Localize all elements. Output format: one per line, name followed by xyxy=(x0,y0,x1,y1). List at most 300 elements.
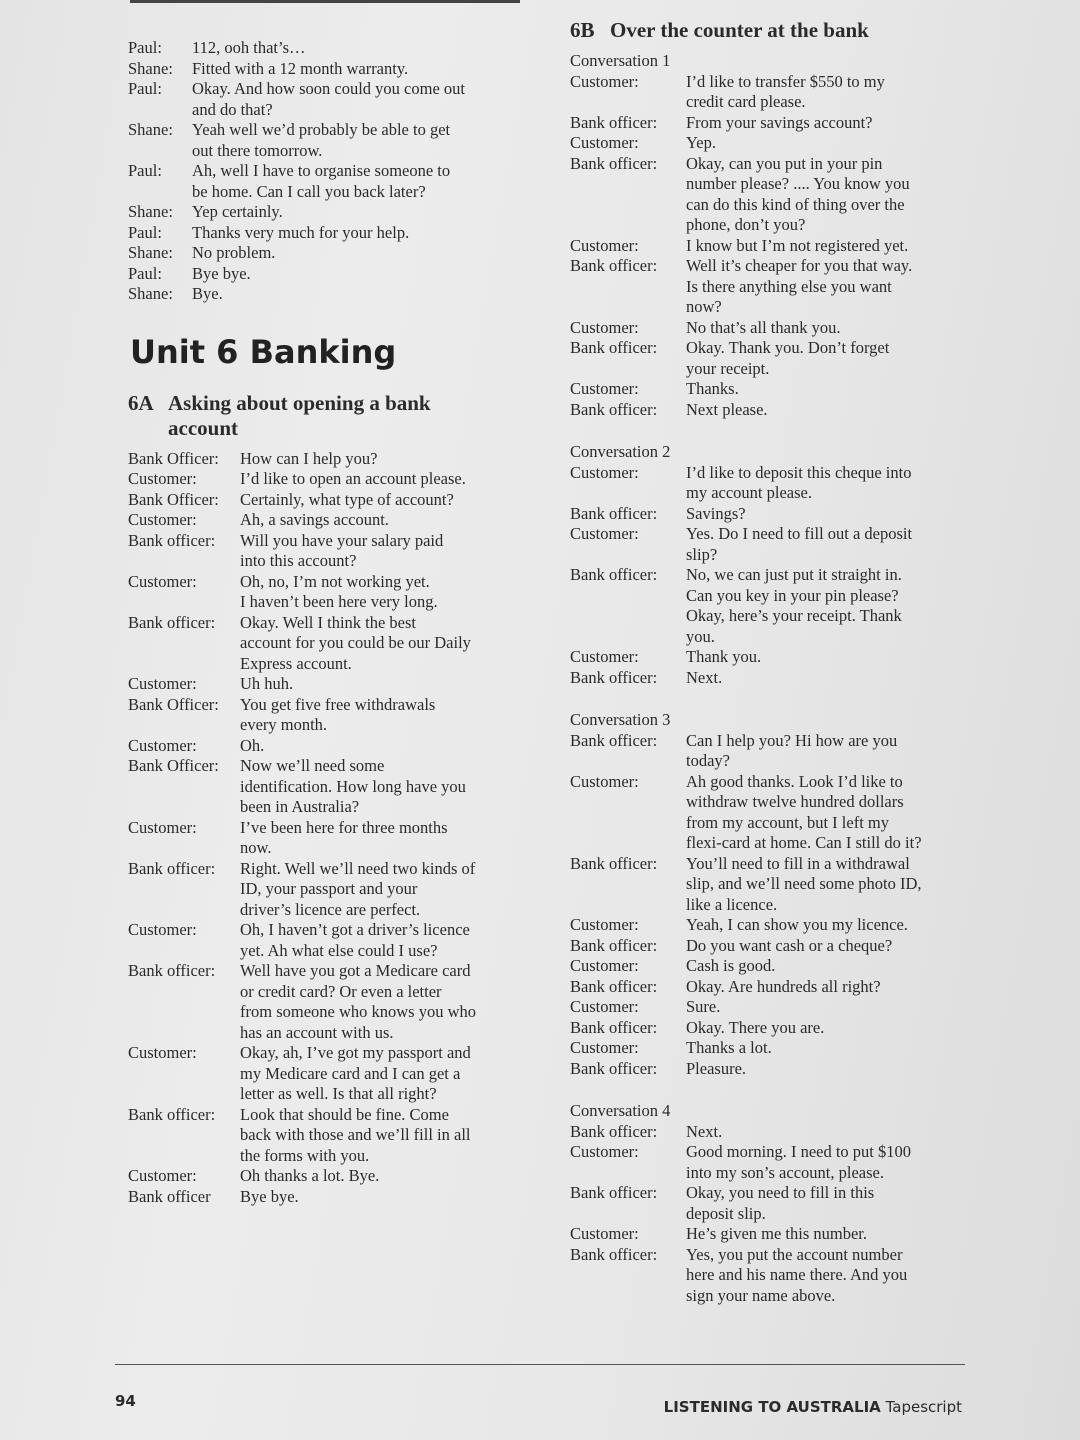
dialogue-line xyxy=(128,469,528,490)
dialogue-line xyxy=(128,818,528,839)
dialogue-text: Ah, well I have to organise someone to xyxy=(192,161,451,180)
speaker-label: Shane: xyxy=(128,284,173,303)
speaker-label: Customer: xyxy=(570,133,639,152)
speaker-label xyxy=(128,141,192,162)
speaker-label xyxy=(570,359,686,380)
dialogue-text: deposit slip. xyxy=(686,1203,766,1223)
dialogue-text: from my account, but I left my xyxy=(686,812,889,832)
speaker-label xyxy=(128,982,240,1003)
dialogue-text: credit card please. xyxy=(686,92,806,111)
footer-rule xyxy=(115,1364,965,1365)
speaker-label: Bank officer: xyxy=(570,112,658,132)
section-6a-number: 6A xyxy=(128,390,154,415)
dialogue-line xyxy=(570,72,975,93)
dialogue-line xyxy=(128,920,528,941)
dialogue-line xyxy=(570,524,975,545)
dialogue-text: Next. xyxy=(686,667,723,687)
speaker-label xyxy=(128,941,240,962)
dialogue-line xyxy=(570,813,975,834)
dialogue-line xyxy=(128,449,528,470)
speaker-label xyxy=(570,1163,686,1184)
dialogue-text: Uh huh. xyxy=(240,674,294,693)
speaker-label xyxy=(570,215,686,236)
dialogue-text: Fitted with a 12 month warranty. xyxy=(192,58,409,78)
speaker-label: Bank officer: xyxy=(570,935,658,955)
dialogue-text: Okay, can you put in your pin xyxy=(686,153,883,173)
dialogue-text: been in Australia? xyxy=(240,797,360,816)
conversation-title: Conversation 3 xyxy=(570,710,671,729)
dialogue-line xyxy=(128,982,528,1003)
dialogue-line xyxy=(570,277,975,298)
speaker-label xyxy=(570,586,686,607)
dialogue-line xyxy=(128,59,528,80)
dialogue-line xyxy=(570,1038,975,1059)
speaker-label: Bank officer: xyxy=(570,730,658,750)
speaker-label: Bank officer: xyxy=(570,853,658,873)
speaker-label: Bank officer: xyxy=(570,1017,658,1037)
dialogue-text: Is there anything else you want xyxy=(686,276,892,296)
speaker-label: Paul: xyxy=(128,263,162,283)
speaker-label xyxy=(570,545,686,566)
dialogue-text: and do that? xyxy=(192,99,273,119)
dialogue-text: Look that should be fine. Come xyxy=(240,1104,449,1124)
dialogue-line xyxy=(128,1023,528,1044)
dialogue-line xyxy=(570,483,975,504)
dialogue-text: Yep certainly. xyxy=(192,202,283,221)
dialogue-line xyxy=(128,592,528,613)
dialogue-line xyxy=(128,695,528,716)
book-title xyxy=(664,1398,962,1416)
dialogue-line xyxy=(570,586,975,607)
speaker-label: Shane: xyxy=(128,120,173,139)
dialogue-text: now? xyxy=(686,297,722,316)
dialogue-line xyxy=(570,463,975,484)
dialogue-line xyxy=(570,215,975,236)
dialogue-line xyxy=(570,833,975,854)
top-rule xyxy=(130,0,520,3)
speaker-label: Bank officer: xyxy=(570,338,658,357)
speaker-label xyxy=(570,627,686,648)
dialogue-line xyxy=(570,504,975,525)
book-title-sub: Tapescript xyxy=(885,1398,962,1416)
dialogue-text: Can I help you? Hi how are you xyxy=(686,730,898,750)
dialogue-text: Okay, ah, I’ve got my passport and xyxy=(240,1043,471,1062)
speaker-label: Customer: xyxy=(570,462,639,482)
speaker-label: Bank officer: xyxy=(570,399,658,419)
unit-title: Unit 6 Banking xyxy=(130,332,397,371)
speaker-label xyxy=(128,1002,240,1023)
dialogue-text: my account please. xyxy=(686,483,812,502)
dialogue-line xyxy=(570,1224,975,1245)
dialogue-line xyxy=(128,797,528,818)
dialogue-line xyxy=(128,613,528,634)
dialogue-line xyxy=(570,854,975,875)
dialogue-text: I’d like to open an account please. xyxy=(240,469,466,488)
dialogue-line xyxy=(570,545,975,566)
dialogue-text: or credit card? Or even a letter xyxy=(240,981,442,1001)
speaker-label: Bank Officer: xyxy=(128,756,219,775)
dialogue-line xyxy=(128,1105,528,1126)
dialogue-line xyxy=(128,79,528,100)
dialogue-text: Thanks very much for your help. xyxy=(192,222,410,242)
speaker-label xyxy=(570,195,686,216)
speaker-label xyxy=(128,633,240,654)
dialogue-text: Okay, here’s your receipt. Thank xyxy=(686,606,902,625)
dialogue-line xyxy=(128,120,528,141)
speaker-label xyxy=(570,483,686,504)
dialogue-text: Yep. xyxy=(686,133,716,152)
speaker-label: Bank officer: xyxy=(570,1183,658,1202)
dialogue-text: Pleasure. xyxy=(686,1058,747,1078)
dialogue-text: number please? .... You know you xyxy=(686,174,910,193)
speaker-label: Bank officer: xyxy=(570,153,658,173)
dialogue-line xyxy=(128,510,528,531)
dialogue-text: I’d like to deposit this cheque into xyxy=(686,462,912,482)
dialogue-text: I’ve been here for three months xyxy=(240,817,448,837)
dialogue-text: slip, and we’ll need some photo ID, xyxy=(686,874,922,893)
dialogue-text: Bye. xyxy=(192,284,223,303)
dialogue-text: Okay. Thank you. Don’t forget xyxy=(686,338,890,357)
dialogue-line xyxy=(570,1286,975,1307)
speaker-label xyxy=(570,1286,686,1307)
dialogue-line xyxy=(128,941,528,962)
section-6a-dialogue xyxy=(128,449,528,1208)
speaker-label: Customer: xyxy=(128,1166,197,1185)
dialogue-text: your receipt. xyxy=(686,358,770,378)
dialogue-text: Bye bye. xyxy=(240,1186,299,1206)
dialogue-line xyxy=(128,223,528,244)
dialogue-line xyxy=(128,100,528,121)
dialogue-line xyxy=(570,731,975,752)
dialogue-line xyxy=(128,182,528,203)
dialogue-text: Yes, you put the account number xyxy=(686,1244,903,1264)
dialogue-text: Do you want cash or a cheque? xyxy=(686,935,893,955)
dialogue-line xyxy=(570,977,975,998)
dialogue-text: Oh, no, I’m not working yet. xyxy=(240,571,430,591)
dialogue-text: Next. xyxy=(686,1121,723,1141)
speaker-label: Customer: xyxy=(128,469,197,488)
speaker-label: Bank Officer: xyxy=(128,694,219,714)
speaker-label: Bank officer: xyxy=(570,1058,658,1078)
dialogue-text: How can I help you? xyxy=(240,448,378,468)
speaker-label xyxy=(128,879,240,900)
speaker-label: Bank officer: xyxy=(128,612,216,632)
dialogue-line xyxy=(128,264,528,285)
dialogue-line xyxy=(570,647,975,668)
speaker-label xyxy=(570,174,686,195)
dialogue-line xyxy=(570,92,975,113)
page-number: 94 xyxy=(115,1392,136,1410)
dialogue-line xyxy=(128,674,528,695)
speaker-label xyxy=(128,551,240,572)
speaker-label: Customer: xyxy=(128,510,197,529)
speaker-label xyxy=(570,297,686,318)
dialogue-text: sign your name above. xyxy=(686,1285,836,1305)
conversation-dialogue xyxy=(570,463,975,689)
speaker-label xyxy=(128,1023,240,1044)
dialogue-line xyxy=(570,1163,975,1184)
speaker-label xyxy=(128,715,240,736)
dialogue-text: I haven’t been here very long. xyxy=(240,592,438,611)
dialogue-line xyxy=(128,736,528,757)
dialogue-line xyxy=(128,531,528,552)
dialogue-line xyxy=(128,838,528,859)
dialogue-text: driver’s licence are perfect. xyxy=(240,899,421,919)
dialogue-text: Oh, I haven’t got a driver’s licence xyxy=(240,920,470,939)
dialogue-line xyxy=(128,1064,528,1085)
dialogue-text: be home. Can I call you back later? xyxy=(192,181,426,201)
dialogue-line xyxy=(128,1084,528,1105)
dialogue-line xyxy=(128,859,528,880)
speaker-label: Shane: xyxy=(128,243,173,262)
dialogue-text: ID, your passport and your xyxy=(240,879,418,898)
dialogue-line xyxy=(570,400,975,421)
dialogue-text: today? xyxy=(686,751,730,770)
dialogue-text: Well it’s cheaper for you that way. xyxy=(686,256,913,275)
dialogue-text: here and his name there. And you xyxy=(686,1265,908,1284)
speaker-label: Paul: xyxy=(128,161,162,180)
conversation-1 xyxy=(570,51,975,420)
dialogue-text: from someone who knows you who xyxy=(240,1002,477,1021)
dialogue-text: Savings? xyxy=(686,503,746,523)
section-6a-heading xyxy=(128,391,528,441)
dialogue-text: phone, don’t you? xyxy=(686,215,806,234)
dialogue-line xyxy=(570,997,975,1018)
speaker-label: Paul: xyxy=(128,222,162,242)
speaker-label: Customer: xyxy=(570,997,639,1016)
dialogue-line xyxy=(570,133,975,154)
dialogue-text: like a licence. xyxy=(686,894,778,914)
dialogue-text: No, we can just put it straight in. xyxy=(686,565,902,584)
dialogue-text: Yeah well we’d probably be able to get xyxy=(192,120,451,139)
dialogue-line xyxy=(570,195,975,216)
dialogue-text: every month. xyxy=(240,715,328,734)
speaker-label: Bank officer: xyxy=(570,503,658,523)
conversation-title: Conversation 1 xyxy=(570,51,671,70)
dialogue-line xyxy=(570,936,975,957)
dialogue-line xyxy=(128,490,528,511)
speaker-label: Bank officer: xyxy=(570,976,658,996)
speaker-label xyxy=(570,813,686,834)
dialogue-text: Ah, a savings account. xyxy=(240,510,389,529)
section-6b-heading xyxy=(570,18,975,43)
section-6a-title: Asking about opening a bank account xyxy=(168,390,431,440)
dialogue-line xyxy=(570,956,975,977)
dialogue-line xyxy=(128,777,528,798)
dialogue-line xyxy=(570,1245,975,1266)
dialogue-line xyxy=(128,38,528,59)
dialogue-text: Okay. There you are. xyxy=(686,1017,825,1037)
speaker-label: Customer: xyxy=(128,920,197,939)
dialogue-text: account for you could be our Daily xyxy=(240,633,471,652)
book-title-main: LISTENING TO AUSTRALIA xyxy=(663,1398,881,1416)
speaker-label xyxy=(128,1084,240,1105)
dialogue-line xyxy=(570,565,975,586)
dialogue-text: Can you key in your pin please? xyxy=(686,585,899,605)
dialogue-text: Good morning. I need to put $100 xyxy=(686,1142,912,1161)
speaker-label xyxy=(570,751,686,772)
dialogue-text: Certainly, what type of account? xyxy=(240,489,454,509)
speaker-label xyxy=(128,1125,240,1146)
speaker-label: Customer: xyxy=(128,674,197,693)
speaker-label: Customer: xyxy=(570,379,639,398)
conversation-4 xyxy=(570,1101,975,1306)
dialogue-text: flexi-card at home. Can I still do it? xyxy=(686,833,922,852)
dialogue-line xyxy=(570,1265,975,1286)
conversation-dialogue xyxy=(570,72,975,421)
dialogue-text: withdraw twelve hundred dollars xyxy=(686,792,904,811)
conversation-2 xyxy=(570,442,975,688)
speaker-label xyxy=(128,1064,240,1085)
dialogue-text: into my son’s account, please. xyxy=(686,1162,884,1182)
dialogue-text: Right. Well we’ll need two kinds of xyxy=(240,858,476,878)
speaker-label xyxy=(570,92,686,113)
dialogue-line xyxy=(128,1043,528,1064)
right-column xyxy=(570,18,975,1306)
speaker-label: Customer: xyxy=(570,956,639,975)
speaker-label xyxy=(128,100,192,121)
left-column xyxy=(128,38,528,1207)
dialogue-text: the forms with you. xyxy=(240,1145,370,1165)
speaker-label: Customer: xyxy=(570,235,639,255)
dialogue-line xyxy=(570,792,975,813)
speaker-label: Customer: xyxy=(128,817,197,837)
section-6b-number: 6B xyxy=(570,18,595,42)
dialogue-text: Thanks. xyxy=(686,379,739,398)
speaker-label xyxy=(570,895,686,916)
dialogue-line xyxy=(128,900,528,921)
dialogue-text: into this account? xyxy=(240,551,357,570)
speaker-label: Bank officer: xyxy=(128,858,216,878)
dialogue-text: Okay. Well I think the best xyxy=(240,612,417,632)
speaker-label: Customer: xyxy=(128,571,197,591)
speaker-label xyxy=(570,277,686,298)
section-6b-title: Over the counter at the bank xyxy=(610,18,869,42)
dialogue-text: I know but I’m not registered yet. xyxy=(686,235,909,255)
dialogue-text: Bye bye. xyxy=(192,263,251,283)
dialogue-line xyxy=(570,895,975,916)
dialogue-text: yet. Ah what else could I use? xyxy=(240,940,438,960)
dialogue-line xyxy=(570,256,975,277)
speaker-label xyxy=(128,777,240,798)
speaker-label xyxy=(128,182,192,203)
dialogue-text: can do this kind of thing over the xyxy=(686,194,905,214)
dialogue-line xyxy=(570,359,975,380)
intro-dialogue xyxy=(128,38,528,305)
dialogue-line xyxy=(570,668,975,689)
speaker-label: Customer: xyxy=(570,915,639,934)
speaker-label: Customer: xyxy=(570,647,639,666)
dialogue-line xyxy=(570,318,975,339)
dialogue-text: 112, ooh that’s… xyxy=(192,38,306,57)
speaker-label: Customer: xyxy=(128,735,197,755)
speaker-label xyxy=(570,833,686,854)
dialogue-line xyxy=(128,654,528,675)
dialogue-text: my Medicare card and I can get a xyxy=(240,1063,461,1083)
speaker-label xyxy=(128,838,240,859)
speaker-label: Bank officer: xyxy=(570,1244,658,1264)
dialogue-text: has an account with us. xyxy=(240,1022,394,1042)
dialogue-text: You get five free withdrawals xyxy=(240,694,436,714)
speaker-label xyxy=(128,654,240,675)
dialogue-line xyxy=(128,633,528,654)
speaker-label: Bank officer: xyxy=(128,1104,216,1124)
speaker-label: Paul: xyxy=(128,38,162,57)
dialogue-text: Okay. Are hundreds all right? xyxy=(686,976,881,996)
speaker-label: Customer: xyxy=(570,1038,639,1057)
dialogue-text: identification. How long have you xyxy=(240,776,466,796)
speaker-label: Bank officer: xyxy=(570,667,658,687)
dialogue-text: Sure. xyxy=(686,997,721,1016)
dialogue-line xyxy=(570,338,975,359)
dialogue-line xyxy=(570,772,975,793)
dialogue-line xyxy=(128,1125,528,1146)
speaker-label xyxy=(570,606,686,627)
dialogue-text: you. xyxy=(686,626,715,646)
dialogue-text: Cash is good. xyxy=(686,956,776,975)
conversation-title: Conversation 4 xyxy=(570,1101,671,1120)
dialogue-text: No that’s all thank you. xyxy=(686,317,841,337)
dialogue-line xyxy=(128,161,528,182)
dialogue-line xyxy=(128,1002,528,1023)
dialogue-text: Yeah, I can show you my licence. xyxy=(686,915,908,934)
dialogue-line xyxy=(570,1142,975,1163)
dialogue-line xyxy=(128,715,528,736)
dialogue-line xyxy=(570,915,975,936)
dialogue-text: Ah good thanks. Look I’d like to xyxy=(686,771,903,791)
dialogue-text: You’ll need to fill in a withdrawal xyxy=(686,853,910,873)
speaker-label xyxy=(128,900,240,921)
speaker-label: Shane: xyxy=(128,58,173,78)
dialogue-line xyxy=(128,879,528,900)
dialogue-line xyxy=(128,243,528,264)
dialogue-line xyxy=(570,1018,975,1039)
dialogue-line xyxy=(570,627,975,648)
dialogue-line xyxy=(128,141,528,162)
conversation-title: Conversation 2 xyxy=(570,442,671,461)
speaker-label: Paul: xyxy=(128,79,162,98)
speaker-label: Bank officer: xyxy=(570,1121,658,1141)
dialogue-line xyxy=(570,379,975,400)
speaker-label xyxy=(128,797,240,818)
dialogue-line xyxy=(570,751,975,772)
speaker-label: Customer: xyxy=(570,1224,639,1243)
dialogue-line xyxy=(128,284,528,305)
speaker-label: Bank Officer: xyxy=(128,489,219,509)
dialogue-text: Now we’ll need some xyxy=(240,756,385,775)
speaker-label: Customer: xyxy=(570,524,639,543)
speaker-label xyxy=(128,592,240,613)
dialogue-text: slip? xyxy=(686,544,718,564)
speaker-label: Bank Officer: xyxy=(128,448,219,468)
conversation-3 xyxy=(570,710,975,1079)
dialogue-text: letter as well. Is that all right? xyxy=(240,1084,437,1103)
dialogue-text: Thank you. xyxy=(686,647,762,666)
dialogue-line xyxy=(128,572,528,593)
dialogue-line xyxy=(128,551,528,572)
dialogue-text: Oh thanks a lot. Bye. xyxy=(240,1166,380,1185)
speaker-label: Bank officer: xyxy=(570,256,658,275)
section-6a xyxy=(128,391,528,1208)
dialogue-line xyxy=(570,113,975,134)
speaker-label: Customer: xyxy=(570,317,639,337)
speaker-label: Shane: xyxy=(128,202,173,221)
dialogue-text: now. xyxy=(240,838,272,857)
dialogue-text: back with those and we’ll fill in all xyxy=(240,1125,471,1144)
dialogue-text: I’d like to transfer $550 to my xyxy=(686,71,885,91)
dialogue-line xyxy=(570,174,975,195)
dialogue-text: out there tomorrow. xyxy=(192,140,323,160)
